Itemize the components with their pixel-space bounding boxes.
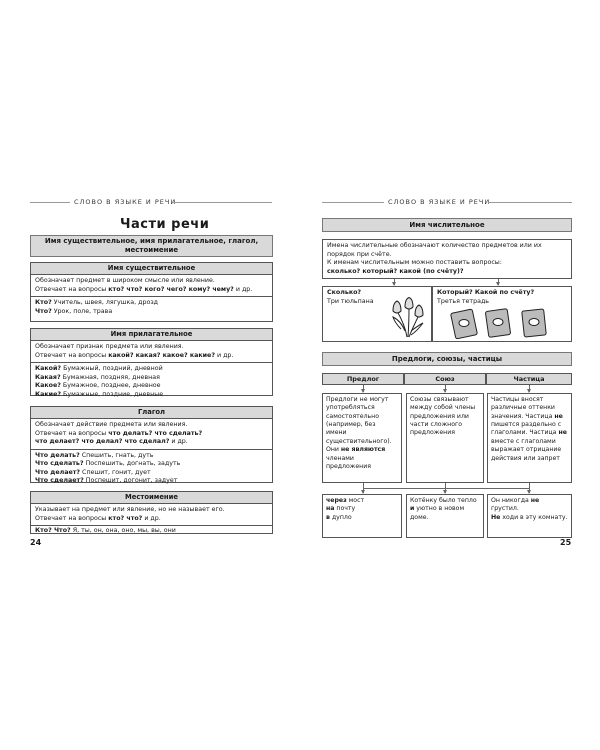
numeral-questions: сколько? который? какой (по счёту)? bbox=[327, 267, 464, 275]
noun-ex-2-a: Урок, поле, трава bbox=[51, 307, 113, 315]
part-ex-1-c: грустил. bbox=[491, 505, 519, 513]
adjective-ex-4-a: Бумажные, поздние, дневные bbox=[61, 390, 164, 398]
adjective-questions: какой? какая? какое? какие? bbox=[108, 351, 215, 359]
verb-questions-1: что делать? что сделать? bbox=[108, 429, 203, 437]
adjective-head: Имя прилагательное bbox=[31, 329, 272, 341]
verb-ex-3-a: Спешит, гонит, дует bbox=[80, 468, 151, 476]
preposition-desc-bold: не являются bbox=[340, 446, 386, 454]
adjective-ex-3-a: Бумажное, позднее, дневное bbox=[60, 382, 161, 390]
adjective-desc-2 bbox=[35, 352, 268, 361]
particle-desc-1: Частицы вносят различные оттенки значения. Частица bbox=[491, 396, 555, 420]
running-head bbox=[388, 198, 490, 206]
noun-ex-2-q: Что? bbox=[35, 307, 52, 315]
noun-desc-1: Обозначает предмет в широком смысле или явление. bbox=[35, 277, 215, 285]
arrow-down bbox=[529, 385, 530, 392]
noun-ex-1 bbox=[35, 299, 268, 308]
rule-right bbox=[488, 202, 572, 203]
verb-ex-2-q: Что сделать? bbox=[35, 460, 84, 468]
arrow-down bbox=[363, 385, 364, 392]
col-head-conjunction: Союз bbox=[404, 373, 486, 385]
numeral-desc-2: К именам числительным можно поставить вопросы: bbox=[327, 259, 502, 266]
adjective-desc-2a: Отвечает на вопросы bbox=[35, 351, 109, 359]
conjunction-desc: Союзы связывают между собой члены предложения или части сложного предложения bbox=[406, 393, 484, 483]
prep-ex-3-b: в bbox=[326, 513, 330, 521]
pronoun-head: Местоимение bbox=[31, 492, 272, 504]
adjective-ex-2-q: Какая? bbox=[35, 373, 61, 381]
prep-ex-1 bbox=[326, 497, 398, 505]
arrow-down bbox=[445, 385, 446, 392]
noun-desc bbox=[31, 275, 272, 296]
verb-ex-1-a: Спешить, гнать, дуть bbox=[79, 451, 154, 459]
pronoun-desc-2c: и др. bbox=[142, 514, 161, 522]
adjective-ex-2-a: Бумажная, поздняя, дневная bbox=[60, 373, 160, 381]
pronoun-ex-1 bbox=[35, 527, 268, 536]
running-head-text: СЛОВО В ЯЗЫКЕ И РЕЧИ bbox=[74, 198, 177, 206]
adjective-box bbox=[30, 328, 273, 396]
noun-ex-1-a: Учитель, швея, лягушка, дрозд bbox=[51, 299, 159, 307]
verb-desc bbox=[31, 419, 272, 449]
adjective-ex-2 bbox=[35, 374, 268, 383]
arrow-down bbox=[363, 483, 364, 493]
verb-ex-1 bbox=[35, 452, 268, 461]
adjective-examples bbox=[31, 362, 272, 401]
numeral-banner: Имя числительное bbox=[322, 218, 572, 232]
adjective-desc-2c: и др. bbox=[214, 351, 234, 359]
preposition-desc bbox=[322, 393, 402, 483]
adjective-ex-3 bbox=[35, 382, 268, 391]
verb-questions-2: что делает? что делал? что сделал? bbox=[35, 438, 170, 446]
noun-desc-2 bbox=[35, 286, 268, 295]
noun-head: Имя существительное bbox=[31, 263, 272, 275]
rule-right bbox=[172, 202, 272, 203]
verb-ex-2-a: Поспешить, догнать, задуть bbox=[83, 460, 181, 468]
running-head-text: СЛОВО В ЯЗЫКЕ И РЕЧИ bbox=[388, 198, 491, 206]
adjective-ex-3-q: Какое? bbox=[35, 382, 61, 390]
service-banner: Предлоги, союзы, частицы bbox=[322, 352, 572, 366]
verb-ex-4-q: Что сделает? bbox=[35, 477, 84, 485]
noun-ex-2 bbox=[35, 308, 268, 317]
adjective-ex-1 bbox=[35, 365, 268, 374]
pronoun-ex-1-q: Кто? Что? bbox=[35, 527, 71, 535]
adjective-ex-1-q: Какой? bbox=[35, 365, 62, 373]
particle-desc-2: пишется раздельно с глаголами. Частица bbox=[491, 421, 562, 437]
particle-desc-bold-1: не bbox=[554, 412, 563, 420]
pronoun-questions: кто? что? bbox=[108, 514, 143, 522]
preposition-desc-2: членами предложения bbox=[326, 454, 371, 470]
part-ex-1 bbox=[491, 497, 568, 514]
pronoun-desc-2a: Отвечает на вопросы bbox=[35, 514, 109, 522]
connector-line bbox=[363, 488, 529, 489]
page-title: Части речи bbox=[120, 217, 210, 232]
pronoun-desc-2 bbox=[35, 515, 268, 524]
part-ex-2 bbox=[491, 514, 568, 522]
which-box bbox=[432, 286, 572, 342]
prep-ex-2-b: на bbox=[326, 505, 335, 513]
particle-desc bbox=[487, 393, 572, 483]
right-page bbox=[300, 0, 600, 750]
verb-desc-2 bbox=[35, 430, 268, 439]
running-head bbox=[74, 198, 176, 206]
pronoun-ex-1-a: Я, ты, он, она, оно, мы, вы, они bbox=[70, 527, 176, 535]
adjective-ex-4-q: Какие? bbox=[35, 390, 62, 398]
verb-ex-3-q: Что делает? bbox=[35, 468, 81, 476]
conjunction-examples bbox=[406, 494, 484, 538]
adjective-ex-4 bbox=[35, 391, 268, 400]
verb-box bbox=[30, 406, 273, 483]
preposition-desc-1: Предлоги не могут употребляться самостоятельно (например, без имени существительного). Они bbox=[326, 396, 392, 454]
notebooks-icon bbox=[449, 307, 559, 339]
preposition-examples bbox=[322, 494, 402, 538]
rule-left bbox=[30, 202, 70, 203]
verb-ex-3 bbox=[35, 469, 268, 478]
part-ex-2-b: Не bbox=[491, 513, 501, 521]
pronoun-box bbox=[30, 491, 273, 534]
how-many-box bbox=[322, 286, 432, 342]
arrow-down bbox=[498, 279, 499, 285]
verb-desc-1: Обозначает действие предмета или явления. bbox=[35, 421, 188, 429]
noun-questions: кто? что? кого? чего? кому? чему? bbox=[108, 285, 234, 293]
noun-desc-2a: Отвечает на вопросы bbox=[35, 285, 109, 293]
arrow-down bbox=[529, 483, 530, 493]
prep-ex-3-t: дупло bbox=[329, 513, 352, 521]
verb-ex-1-q: Что делать? bbox=[35, 451, 80, 459]
adjective-desc bbox=[31, 341, 272, 362]
page-number: 25 bbox=[560, 538, 572, 547]
rule-left bbox=[322, 202, 384, 203]
pronoun-desc bbox=[31, 504, 272, 525]
verb-desc-3 bbox=[35, 438, 268, 447]
section-banner: Имя существительное, имя прилагательное, глагол, местоимение bbox=[30, 235, 273, 257]
particle-desc-bold-2: не bbox=[558, 429, 567, 437]
page-number: 24 bbox=[30, 538, 42, 547]
particle-examples bbox=[487, 494, 572, 538]
verb-desc-3b: и др. bbox=[169, 438, 188, 446]
adjective-ex-1-a: Бумажный, поздний, дневной bbox=[61, 365, 163, 373]
how-many-example: Три тюльпана bbox=[327, 297, 374, 305]
verb-desc-2a: Отвечает на вопросы bbox=[35, 429, 109, 437]
prep-ex-1-t: мост bbox=[346, 497, 365, 504]
pronoun-desc-1: Указывает на предмет или явление, но не называет его. bbox=[35, 506, 225, 514]
noun-desc-2c: и др. bbox=[233, 285, 253, 293]
verb-examples bbox=[31, 449, 272, 488]
conj-ex-1: Котёнку было тепло bbox=[410, 497, 477, 504]
prep-ex-2-t: почту bbox=[334, 505, 356, 513]
which-example: Третья тетрадь bbox=[437, 297, 490, 305]
which-question: Который? Какой по счёту? bbox=[437, 289, 535, 296]
part-ex-1-b: не bbox=[530, 497, 540, 504]
col-head-particle: Частица bbox=[486, 373, 572, 385]
noun-examples bbox=[31, 296, 272, 318]
noun-box bbox=[30, 262, 273, 322]
part-ex-2-a: ходи в эту комнату. bbox=[500, 513, 568, 521]
numeral-desc-1: Имена числительные обозначают количество предметов или их порядок при счёте. bbox=[327, 242, 542, 258]
conj-ex-b: и bbox=[410, 505, 415, 513]
conj-ex-2: уютно в новом доме. bbox=[410, 505, 465, 521]
numeral-desc-box bbox=[322, 239, 572, 279]
verb-head: Глагол bbox=[31, 407, 272, 419]
noun-ex-1-q: Кто? bbox=[35, 299, 52, 307]
tulips-icon bbox=[387, 297, 427, 339]
part-ex-1-a: Он никогда bbox=[491, 497, 531, 504]
prep-ex-1-b: через bbox=[326, 497, 347, 504]
verb-ex-4-a: Поспешит, догонит, задует bbox=[83, 477, 178, 485]
adjective-desc-1: Обозначает признак предмета или явления. bbox=[35, 343, 184, 351]
verb-ex-2 bbox=[35, 460, 268, 469]
arrow-down bbox=[445, 483, 446, 493]
arrow-down bbox=[394, 279, 395, 285]
verb-ex-4 bbox=[35, 477, 268, 486]
prep-ex-2 bbox=[326, 505, 398, 513]
how-many-question: Сколько? bbox=[327, 289, 362, 296]
particle-desc-3: вместе с глаголами выражает отрицание действия или запрет bbox=[491, 437, 562, 462]
prep-ex-3 bbox=[326, 514, 398, 522]
col-head-preposition: Предлог bbox=[322, 373, 404, 385]
pronoun-examples bbox=[31, 525, 272, 537]
